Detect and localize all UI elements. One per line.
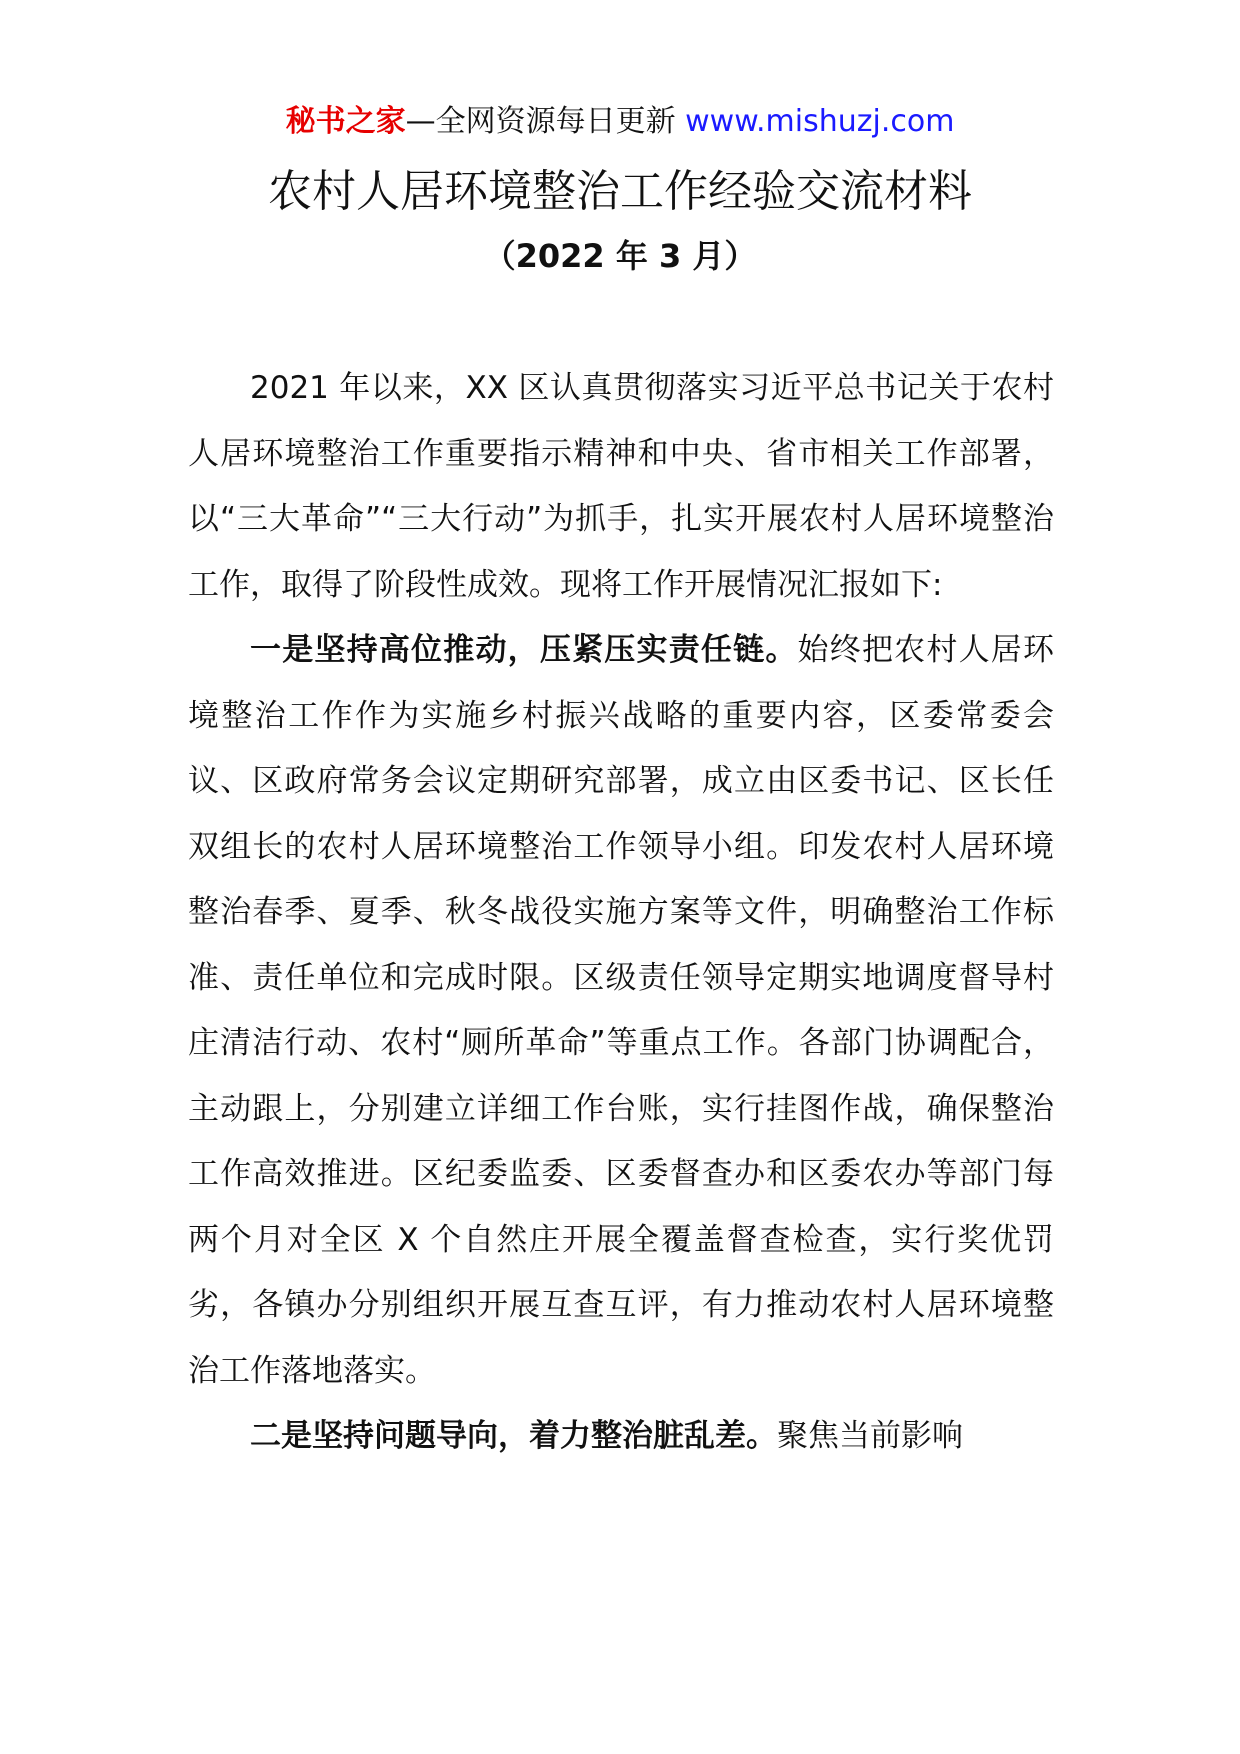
paragraph-point-1: [188, 618, 1054, 1404]
document-title: 农村人居环境整治工作经验交流材料: [268, 166, 972, 217]
paragraph-lead: 二是坚持问题导向，着力整治脏乱差。: [250, 1418, 777, 1454]
paragraph-text: 2021 年以来，XX 区认真贯彻落实习近平总书记关于农村人居环境整治工作重要指示精神和中央、省市相关工作部署，以“三大革命”“三大行动”为抓手，扎实开展农村人居环境整治工作，取得了阶段性成效。现将工作开展情况汇报如下:: [188, 370, 1054, 603]
document-body: [188, 356, 1054, 1470]
paragraph-text: 始终把农村人居环境整治工作作为实施乡村振兴战略的重要内容，区委常委会议、区政府常务会议定期研究部署，成立由区委书记、区长任双组长的农村人居环境整治工作领导小组。印发农村人居环境整治春季、夏季、秋冬战役实施方案等文件，明确整治工作标准、责任单位和完成时限。区级责任领导定期实地调度督导村庄清洁行动、农村“厕所革命”等重点工作。各部门协调配合，主动跟上，分别建立详细工作台账，实行挂图作战，确保整治工作高效推进。区纪委监委、区委督查办和区委农办等部门每两个月对全区 X 个自然庄开展全覆盖督查检查，实行奖优罚劣，各镇办分别组织开展互查互评，有力推动农村人居环境整治工作落地落实。: [188, 632, 1055, 1389]
paragraph-point-2: [188, 1404, 1054, 1470]
paragraph-intro: [188, 356, 1054, 618]
site-header: [0, 100, 1240, 144]
document-date: （2022 年 3 月）: [483, 237, 757, 275]
paragraph-lead: 一是坚持高位推动，压紧压实责任链。: [250, 632, 798, 668]
brand-name: 秘书之家: [285, 104, 406, 139]
paragraph-text: 聚焦当前影响: [777, 1418, 963, 1454]
site-url-link[interactable]: www.mishuzj.com: [685, 104, 955, 139]
header-tagline: —全网资源每日更新: [405, 104, 686, 139]
